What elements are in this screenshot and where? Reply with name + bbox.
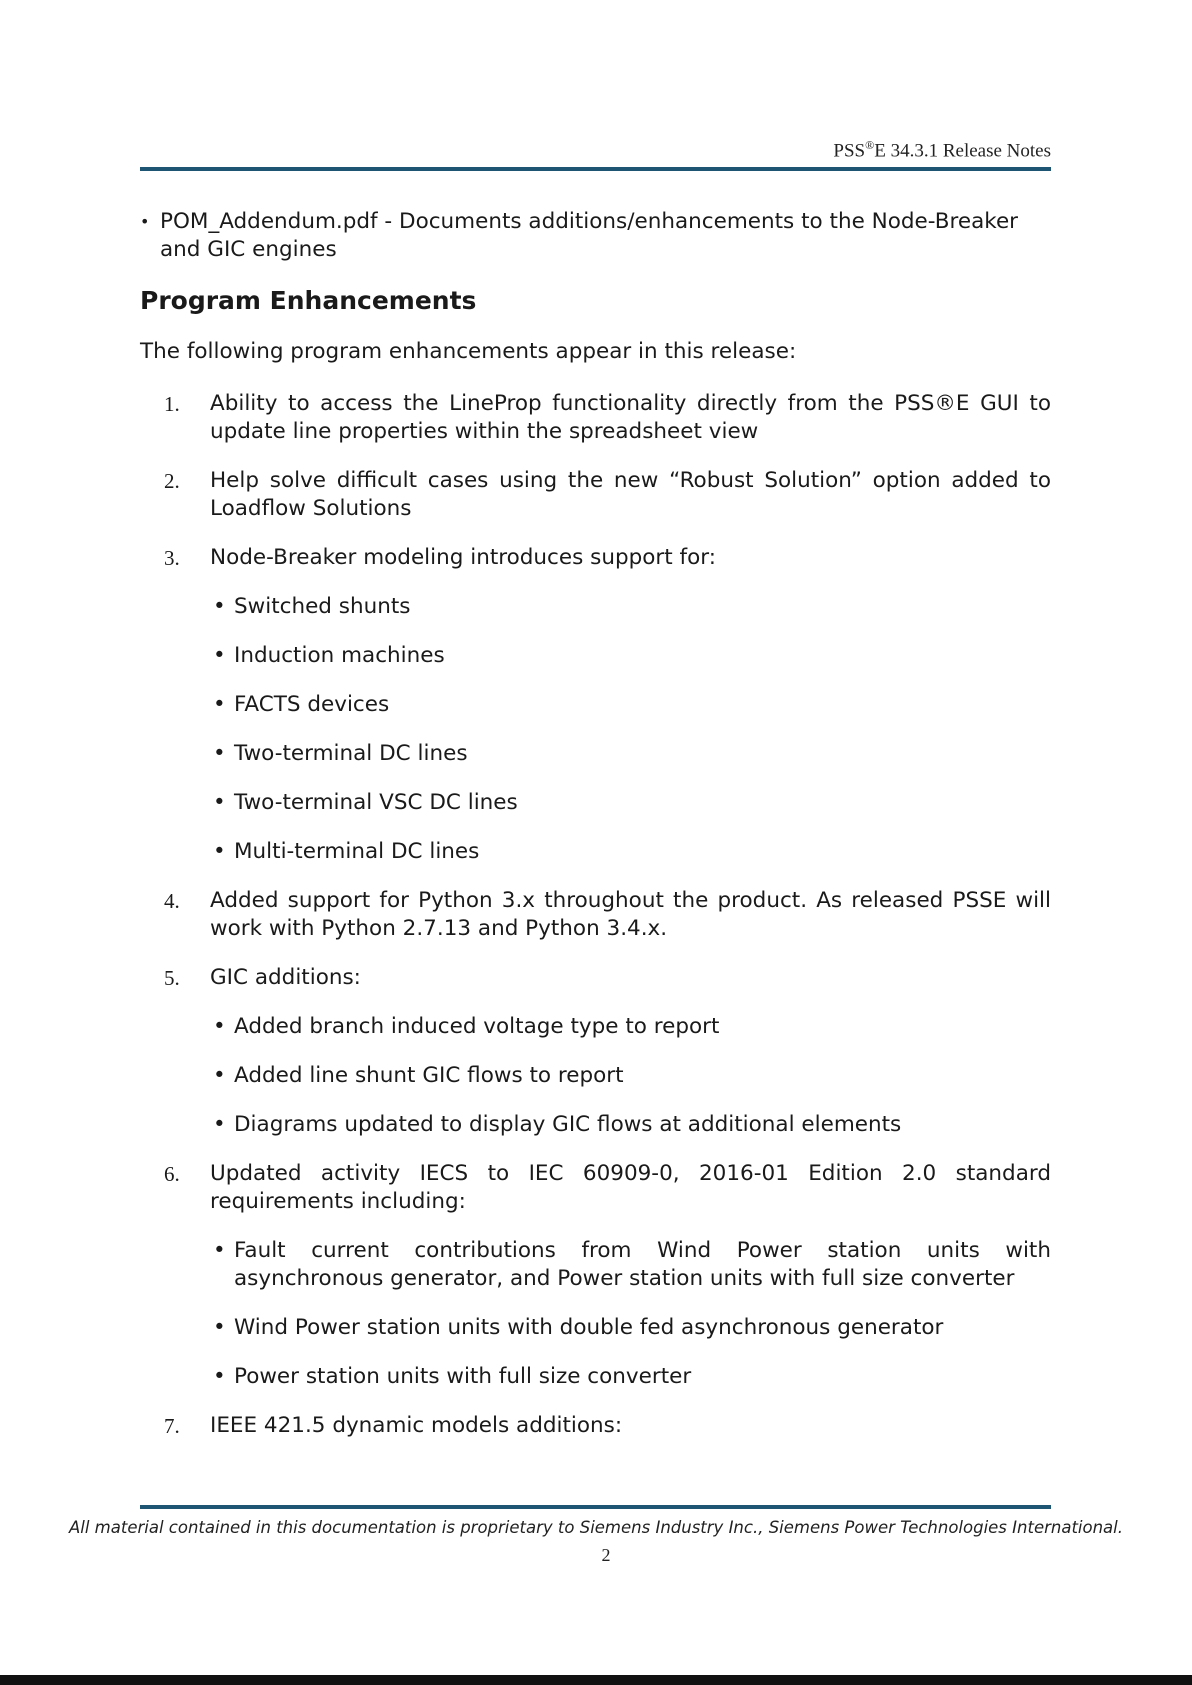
bullet-dot: • [213, 643, 226, 668]
enhancement-item [140, 887, 1051, 943]
item-number: 5. [164, 966, 180, 990]
bullet-dot: • [213, 741, 226, 766]
sub-list [210, 1013, 1051, 1139]
registered-mark: ® [865, 138, 875, 152]
bullet-dot: • [213, 1112, 226, 1137]
sub-item-text: Two-terminal DC lines [234, 741, 468, 766]
sub-item-text: Wind Power station units with double fed asynchronous generator [234, 1315, 944, 1340]
intro-bullet [140, 208, 1051, 264]
item-number: 3. [164, 546, 180, 570]
sub-item [210, 740, 1051, 768]
sub-item-text: Two-terminal VSC DC lines [234, 790, 518, 815]
sub-item-text: FACTS devices [234, 692, 390, 717]
bullet-dot: • [140, 212, 150, 231]
enhancement-item [140, 544, 1051, 866]
enhancement-item [140, 1412, 1051, 1440]
bullet-dot: • [213, 594, 226, 619]
item-text: GIC additions: [210, 965, 361, 990]
bullet-dot: • [213, 1364, 226, 1389]
sub-item [210, 642, 1051, 670]
page-content [140, 208, 1051, 1440]
sub-item [210, 838, 1051, 866]
section-heading: Program Enhancements [140, 286, 477, 315]
item-text: Updated activity IECS to IEC 60909-0, 2016-01 Edition 2.0 standard requirements including: [210, 1161, 1051, 1214]
bullet-dot: • [213, 692, 226, 717]
enhancement-item [140, 964, 1051, 1139]
item-number: 6. [164, 1162, 180, 1186]
item-text: Node-Breaker modeling introduces support for: [210, 545, 716, 570]
bullet-dot: • [213, 1238, 226, 1263]
sub-item [210, 691, 1051, 719]
section-intro: The following program enhancements appear in this release: [140, 339, 797, 364]
item-text: IEEE 421.5 dynamic models additions: [210, 1413, 623, 1438]
sub-item [210, 1237, 1051, 1293]
sub-item-text: Added line shunt GIC flows to report [234, 1063, 624, 1088]
sub-item-text: Power station units with full size converter [234, 1364, 692, 1389]
header-title-prefix: PSS [833, 140, 866, 162]
enhancement-item [140, 390, 1051, 446]
enhancement-item [140, 1160, 1051, 1391]
item-text: Help solve difficult cases using the new “Robust Solution” option added to Loadflow Solutions [210, 468, 1051, 521]
item-number: 7. [164, 1414, 180, 1438]
sub-item-text: Induction machines [234, 643, 445, 668]
sub-list [210, 593, 1051, 866]
intro-bullet-text: POM_Addendum.pdf - Documents additions/enhancements to the Node-Breaker and GIC engines [160, 209, 1019, 262]
bullet-dot: • [213, 1063, 226, 1088]
footer-notice: All material contained in this documentation is proprietary to Siemens Industry Inc., Siemens Power Technologies International. [68, 1518, 1123, 1537]
footer-rule [140, 1505, 1051, 1509]
item-number: 2. [164, 469, 180, 493]
enhancement-item [140, 467, 1051, 523]
page-number: 2 [601, 1545, 611, 1565]
bullet-dot: • [213, 839, 226, 864]
sub-item [210, 1314, 1051, 1342]
item-number: 4. [164, 889, 180, 913]
sub-item-text: Switched shunts [234, 594, 411, 619]
item-number: 1. [164, 392, 180, 416]
header-title-suffix: E 34.3.1 Release Notes [874, 140, 1051, 162]
sub-item [210, 1062, 1051, 1090]
item-text: Ability to access the LineProp functionality directly from the PSS®E GUI to update line properties within the spreadsheet view [210, 391, 1051, 444]
bullet-dot: • [213, 1014, 226, 1039]
enhancement-list [140, 390, 1051, 1440]
running-header [140, 138, 1051, 162]
sub-item [210, 1363, 1051, 1391]
bullet-dot: • [213, 1315, 226, 1340]
sub-item-text: Added branch induced voltage type to report [234, 1014, 720, 1039]
sub-item [210, 1013, 1051, 1041]
sub-item-text: Multi-terminal DC lines [234, 839, 480, 864]
sub-list [210, 1237, 1051, 1391]
header-rule [140, 167, 1051, 171]
item-text: Added support for Python 3.x throughout the product. As released PSSE will work with Python 2.7.13 and Python 3.4.x. [210, 888, 1051, 941]
bullet-dot: • [213, 790, 226, 815]
sub-item-text: Diagrams updated to display GIC flows at additional elements [234, 1112, 902, 1137]
sub-item [210, 593, 1051, 621]
sub-item [210, 1111, 1051, 1139]
sub-item [210, 789, 1051, 817]
scan-bottom-edge [0, 1675, 1192, 1685]
sub-item-text: Fault current contributions from Wind Power station units with asynchronous generator, and Power station units with full size converter [234, 1238, 1051, 1291]
